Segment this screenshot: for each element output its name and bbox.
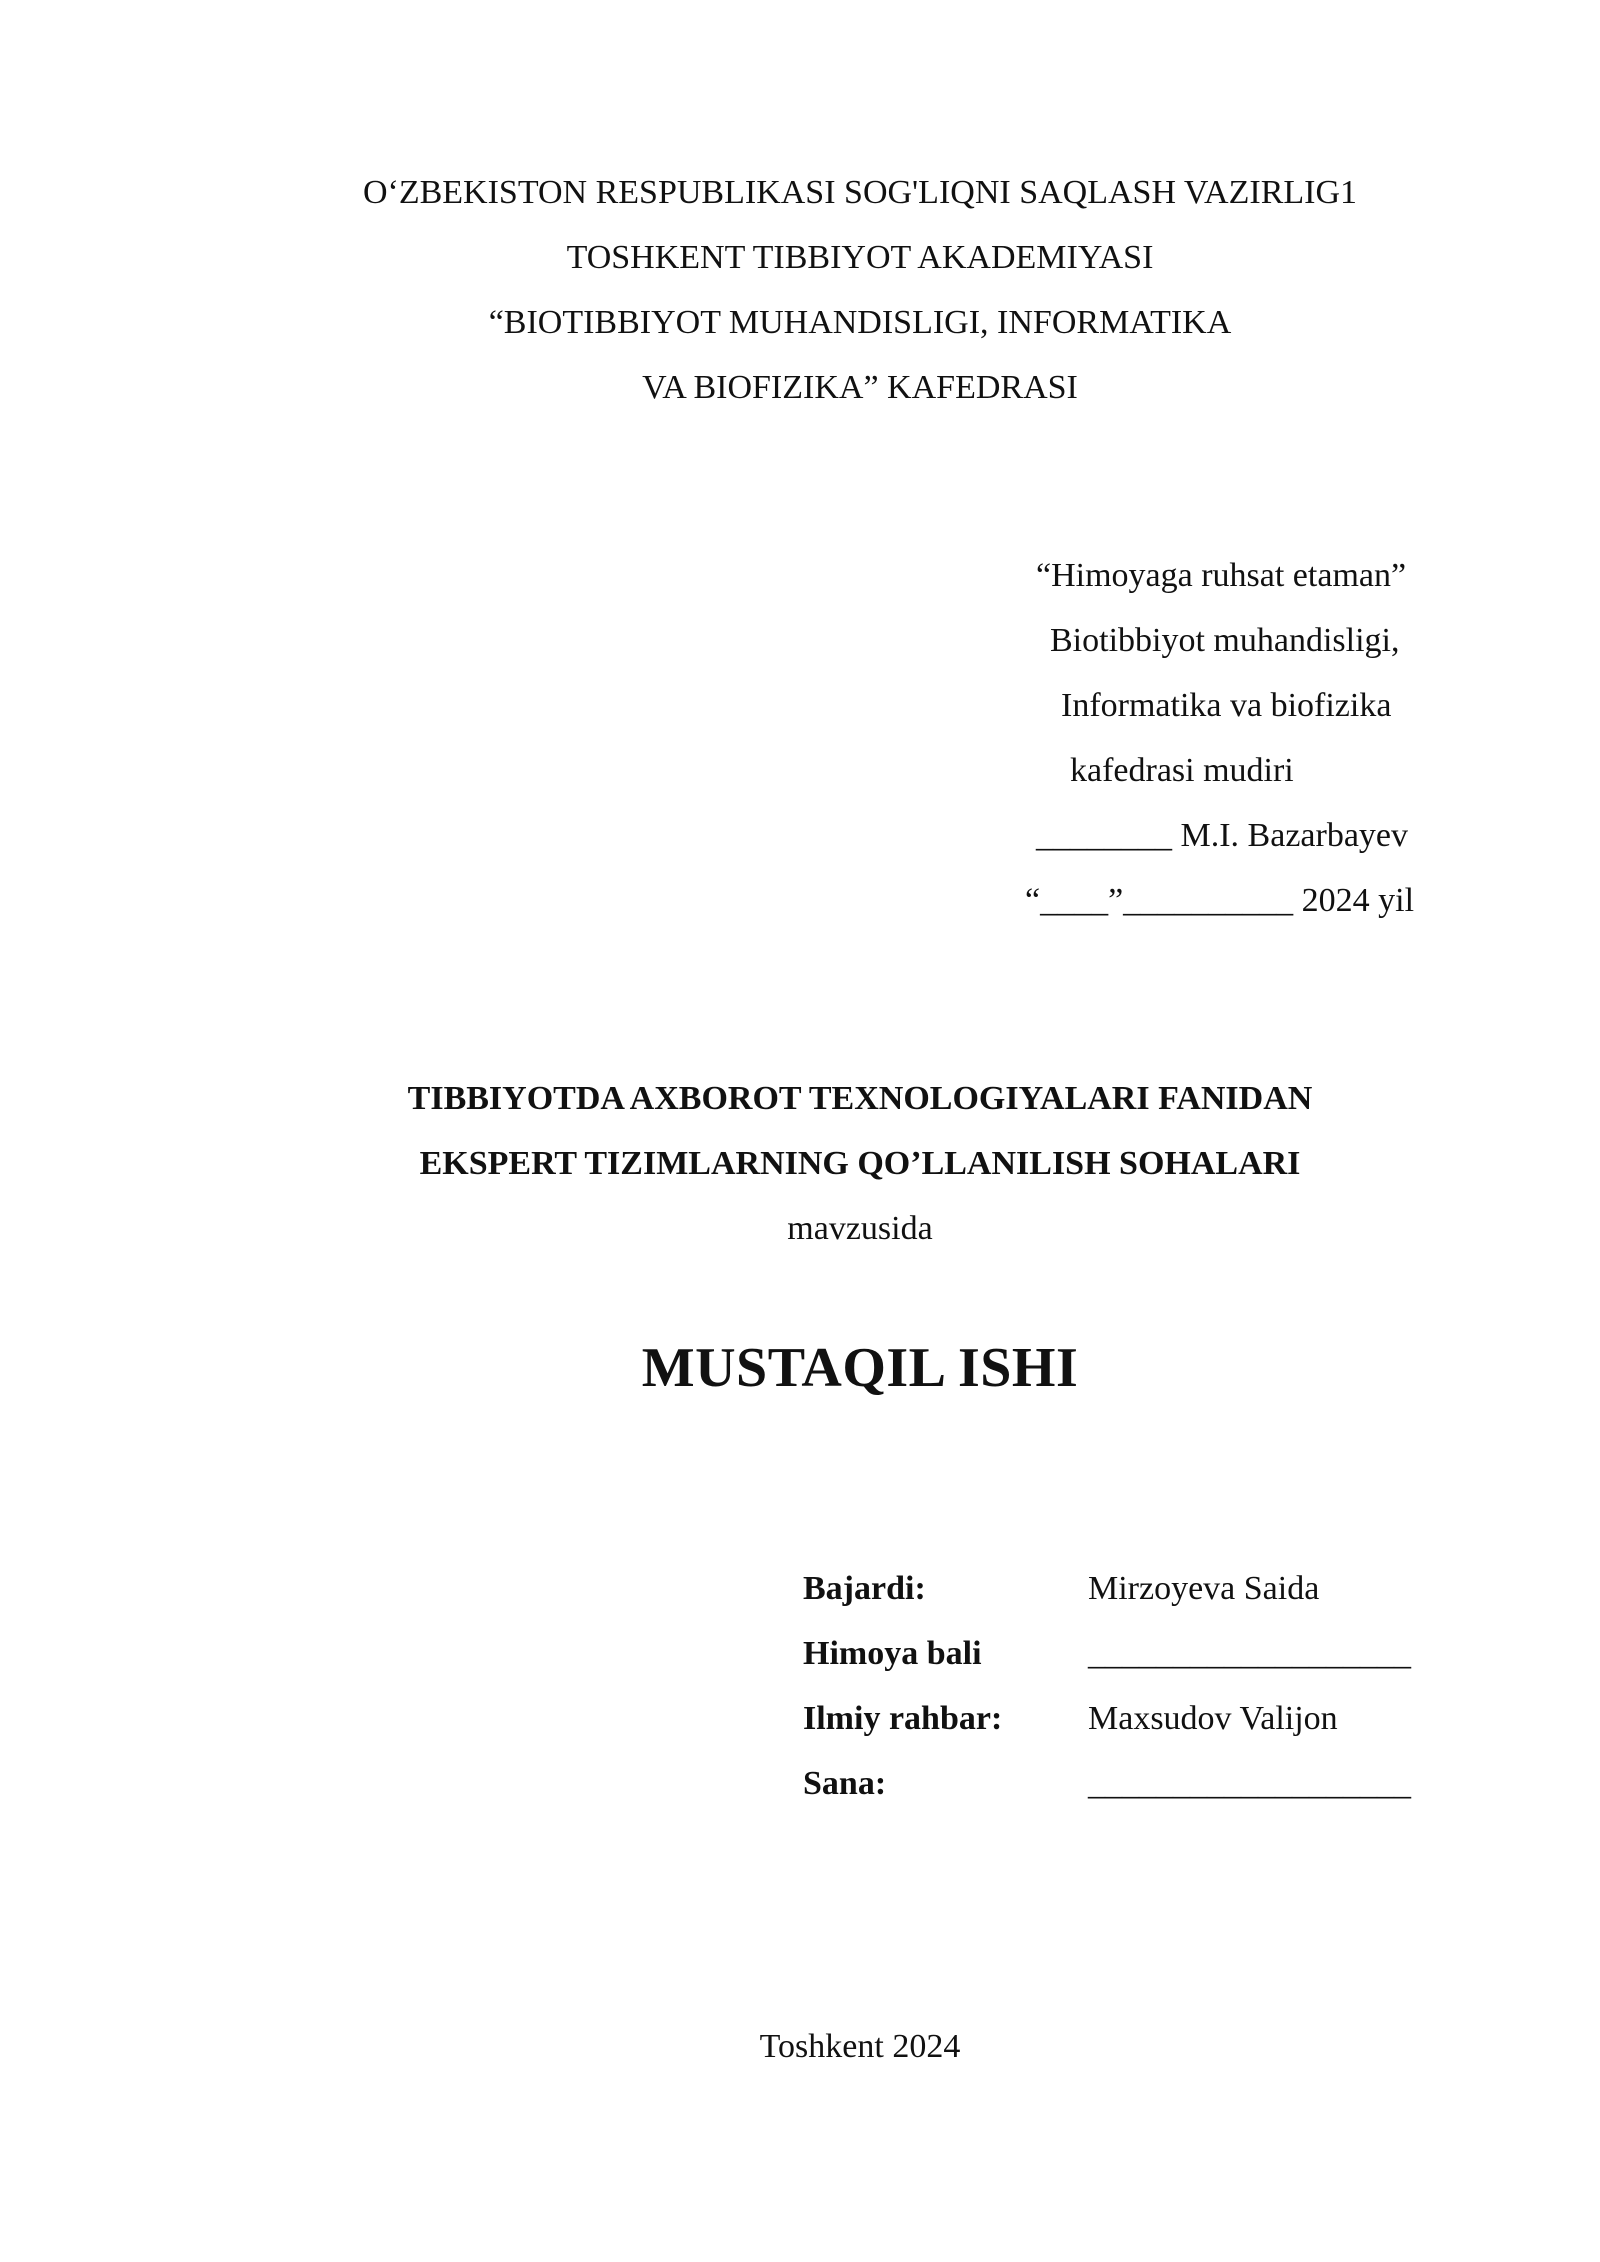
- details-value: ___________________: [1088, 1635, 1411, 1672]
- details-row-performer: [803, 1556, 1411, 1621]
- ministry-name: O‘ZBEKISTON RESPUBLIKASI SOG'LIQNI SAQLASH VAZIRLIG1: [362, 174, 1358, 211]
- details-block: [803, 1556, 1411, 1816]
- approval-signature: ________ M.I. Bazarbayev: [1036, 817, 1409, 854]
- place-year: Toshkent 2024: [759, 2028, 961, 2065]
- details-row-grade: [803, 1621, 1411, 1686]
- approval-head-title: kafedrasi mudiri: [1070, 752, 1294, 789]
- details-label: Sana:: [803, 1765, 887, 1802]
- details-value: ___________________: [1088, 1765, 1411, 1802]
- academy-name: TOSHKENT TIBBIYOT AKADEMIYASI: [566, 239, 1154, 276]
- details-row-date: [803, 1751, 1411, 1816]
- details-label: Himoya bali: [803, 1635, 982, 1672]
- topic-block: [0, 1066, 1600, 1261]
- details-label: Bajardi:: [803, 1570, 926, 1607]
- approval-heading: “Himoyaga ruhsat etaman”: [1036, 557, 1407, 594]
- details-row-supervisor: [803, 1686, 1411, 1751]
- details-value: Mirzoyeva Saida: [1088, 1570, 1320, 1607]
- details-value: Maxsudov Valijon: [1088, 1700, 1338, 1737]
- approval-dept-line2: Informatika va biofizika: [1061, 687, 1392, 724]
- approval-date: “____”__________ 2024 yil: [1025, 882, 1415, 919]
- subject-title: TIBBIYOTDA AXBOROT TEXNOLOGIYALARI FANIDAN: [407, 1080, 1313, 1117]
- approval-dept-line1: Biotibbiyot muhandisligi,: [1050, 622, 1400, 659]
- approval-block: [1010, 543, 1510, 933]
- department-name-line2: VA BIOFIZIKA” KAFEDRASI: [642, 369, 1078, 406]
- topic-suffix: mavzusida: [787, 1210, 933, 1247]
- details-label: Ilmiy rahbar:: [803, 1700, 1003, 1737]
- topic-title: EKSPERT TIZIMLARNING QO’LLANILISH SOHALARI: [419, 1145, 1301, 1182]
- institution-header: [0, 160, 1600, 420]
- work-title: MUSTAQIL ISHI: [641, 1337, 1079, 1399]
- department-name-line1: “BIOTIBBIYOT MUHANDISLIGI, INFORMATIKA: [488, 304, 1232, 341]
